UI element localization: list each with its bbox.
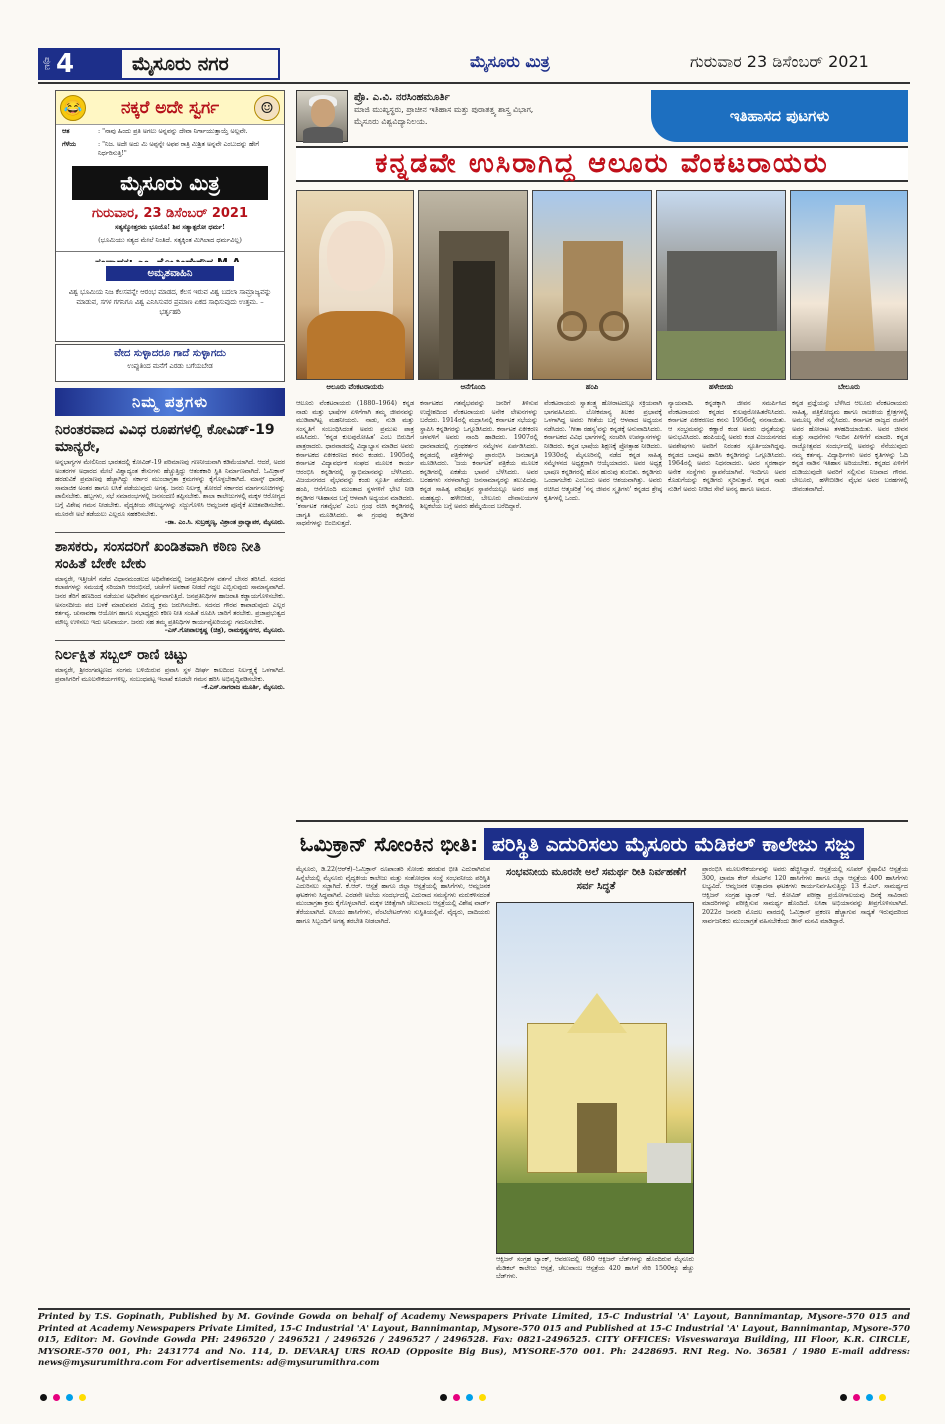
joke-speaker: ಆತ [62,128,70,135]
divider [55,532,285,533]
amrutha-title: ಅಮೃತವಾಹಿನಿ [106,266,234,281]
joke-text: : "ನಾವು ಹಿಂದು ಪ್ರತಿ ಅಗಲು ಅನ್ನವನ್ನು ದೇವಾ ನಿರ್ಗಾಯುತ್ತಾಯ್ತೆ ಅಲ್ಲವೇ. [98,128,248,135]
photo-hampi [532,190,652,380]
paper-masthead: ಮೈಸೂರು ಮಿತ್ರ [470,52,550,71]
motto: ಸತ್ಯಸ್ಮೋತ್ತರಮ ಭೂಯೊ! ಶಿವ ಸತ್ಯಾತ್ಪರೋ ಧರ್ಮ! [115,223,225,231]
page-number: 4 [56,49,75,79]
registration-dots-center [440,1394,486,1401]
header-rule [38,82,910,84]
cartoon-icon: ☺ [254,95,280,121]
author-designation: ಮಾಜಿ ಮುಖ್ಯಸ್ಥರು, ಪ್ರಾಚೀನ ಇತಿಹಾಸ ಮತ್ತು ಪುರಾತತ್ತ್ವ ಶಾಸ್ತ್ರ ವಿಭಾಗ, [354,105,534,114]
photo-medical-college [496,902,694,1254]
feature-column-3: ವೆಂಕಟರಾಯರು ಸ್ವಾತಂತ್ರ್ಯ ಹೋರಾಟದಲ್ಲೂ ಸಕ್ರಿಯವಾಗಿ ಭಾಗವಹಿಸಿದರು. ಲೋಕಮಾನ್ಯ ತಿಲಕರ ಪ್ರಭಾವಕ್ಕೆ ಒಳಗಾಗಿದ್ದ ಅವರು ಗೀತೆಯ ಬಗ್ಗೆ ಆಳವಾದ ಅಧ್ಯಯನ ನಡೆಸಿದರು. 'ಗೀತಾ ರಹಸ್ಯ'ವನ್ನು ಕನ್ನಡಕ್ಕೆ ಅನುವಾದಿಸಿದರು. ಕರ್ನಾಟಕದ ವಿವಿಧ ಭಾಗಗಳಲ್ಲಿ ಸಂಚರಿಸಿ ಉಪನ್ಯಾಸಗಳನ್ನು ನೀಡಿದರು. ಕನ್ನಡ ಭಾಷೆಯ ಶಿಕ್ಷಣಕ್ಕೆ ಪ್ರೋತ್ಸಾಹ ನೀಡಿದರು. 1930ರಲ್ಲಿ ಮೈಸೂರಿನಲ್ಲಿ ನಡೆದ ಕನ್ನಡ ಸಾಹಿತ್ಯ ಸಮ್ಮೇಳನದ ಅಧ್ಯಕ್ಷರಾಗಿ ಆಯ್ಕೆಯಾದರು. ಅವರ ಅಧ್ಯಕ್ಷ ಭಾಷಣ ಕನ್ನಡಿಗರಲ್ಲಿ ಹೊಸ ಹುರುಪು ತುಂಬಿತು. ಕನ್ನಡಿಗರು ಒಂದಾಗಬೇಕು ಎಂಬುದು ಅವರ ಆಶಯವಾಗಿತ್ತು. ಅವರು ರಚಿಸಿದ ಆತ್ಮಚರಿತ್ರೆ 'ನನ್ನ ಜೀವನ ಸ್ಮೃತಿಗಳು' ಕನ್ನಡದ ಶ್ರೇಷ್ಠ ಕೃತಿಗಳಲ್ಲಿ ಒಂದು. [544,400,662,502]
color-dot [866,1394,873,1401]
color-dot [479,1394,486,1401]
imprint-footer: Printed by T.S. Gopinath, Published by M. Govinde Gowda on behalf of Academy Newspapers Private Limited, 15-C Industrial 'A' Layout, Bannimantap, Mysore-570 015 and Printed at Academy Newspapers Private Limited, 15-C Industrial 'A' Layout, Bannimantap, Mysore-570 015 and Published at 15-C Industrial 'A' Layout, Bannimantap, Mysore-570 015, Editor: M. Govinde Gowda PH: 2496520 / 2496521 / 2496526 / 2496527 / 2496528. Fax: 0821-2496525. CITY OFFICES: Visveswaraya Building, III Floor, K.R. CIRCLE, MYSORE-570 001, Ph: 2431774 and No. 114, D. DEVARAJ URS ROAD (Opposite Big Bus), MYSORE-570 001. Ph: 2428695. RNI Reg. No. 36581 / 1980 E-mail address: news@mysurumithra.com For advertisements: ad@mysurumithra.com [38,1308,910,1380]
photo-venkataraya [296,190,414,380]
omicron-column-1: ಮೈಸೂರು, ಡಿ.22(ಆರ್‌ಕೆ)–ಓಮಿಕ್ರಾನ್ ರೂಪಾಂತರಿ ಸೋಂಕು ಹರಡುವ ಭೀತಿ ಎದುರಾಗಿರುವ ಹಿನ್ನೆಲೆಯಲ್ಲಿ ಮೈಸೂರು ವೈದ್ಯಕೀಯ ಕಾಲೇಜು ಮತ್ತು ಸಂಶೋಧನಾ ಸಂಸ್ಥೆ ಸಂಭವನೀಯ ಪರಿಸ್ಥಿತಿ ಎದುರಿಸಲು ಸಜ್ಜಾಗಿದೆ. ಕೆ.ಆರ್. ಆಸ್ಪತ್ರೆ ಹಾಗೂ ಜಿಲ್ಲಾ ಆಸ್ಪತ್ರೆಯಲ್ಲಿ ಹಾಸಿಗೆಗಳು, ಆಮ್ಲಜನಕ ಘಟಕಗಳು ಸಿದ್ಧವಾಗಿವೆ. ಎರಡನೇ ಅಲೆಯ ಸಂದರ್ಭದಲ್ಲಿ ಎದುರಾದ ಸಮಸ್ಯೆಗಳು ಮರುಕಳಿಸದಂತೆ ಮುಂಜಾಗ್ರತಾ ಕ್ರಮ ಕೈಗೊಳ್ಳಲಾಗಿದೆ. ಮಕ್ಕಳ ಚಿಕಿತ್ಸೆಗಾಗಿ ಚೆಲುವಾಂಬ ಆಸ್ಪತ್ರೆಯಲ್ಲಿ ವಿಶೇಷ ವಾರ್ಡ್ ತೆರೆಯಲಾಗಿದೆ. ಐಸಿಯು ಹಾಸಿಗೆಗಳು, ವೆಂಟಿಲೇಟರ್‌ಗಳು ಸುಸ್ಥಿತಿಯಲ್ಲಿವೆ. ವೈದ್ಯರು, ದಾದಿಯರು ಹಾಗೂ ಸಿಬ್ಬಂದಿಗೆ ಅಗತ್ಯ ತರಬೇತಿ ನೀಡಲಾಗಿದೆ. [296,866,490,925]
letter-3-title: ನಿರ್ಲಕ್ಷಿತ ಸಬ್ಬಲ್ ರಾಣಿ ಚಿಟ್ಟು [55,646,189,663]
omicron-column-3: ಪ್ರಾರಂಭಿಸಿ ಮೂಲಸೌಕರ್ಯವನ್ನು ಅವರು ಹೆಚ್ಚಿಸಿದ್ದಾರೆ. ಆಸ್ಪತ್ರೆಯಲ್ಲಿ ಸೂಪರ್ ಸ್ಪೆಷಾಲಿಟಿ ಆಸ್ಪತ್ರೆಯ 300, ಟ್ರಾಮಾ ಕೇರ್ ಸೆಂಟರ್‌ನ 120 ಹಾಸಿಗೆಗಳು ಹಾಗೂ ಜಿಲ್ಲಾ ಆಸ್ಪತ್ರೆಯ 400 ಹಾಸಿಗೆಗಳು ಲಭ್ಯವಿದೆ. ಆಮ್ಲಜನಕ ಉತ್ಪಾದನಾ ಘಟಕಗಳು ಕಾರ್ಯನಿರ್ವಹಿಸುತ್ತಿದ್ದು 13 ಕೆ.ಎಲ್. ಸಾಮರ್ಥ್ಯದ ಆಕ್ಸಿಜನ್ ಸಂಗ್ರಹ ಟ್ಯಾಂಕ್ ಇದೆ. ಕೋವಿಡ್ ಪರೀಕ್ಷಾ ಪ್ರಯೋಗಾಲಯವು ದಿನಕ್ಕೆ ಸಾವಿರಾರು ಮಾದರಿಗಳನ್ನು ಪರೀಕ್ಷಿಸುವ ಸಾಮರ್ಥ್ಯ ಹೊಂದಿದೆ. ಲಸಿಕಾ ಅಭಿಯಾನವನ್ನು ತೀವ್ರಗೊಳಿಸಲಾಗಿದೆ. 2022ರ ಜನವರಿ ಮೊದಲ ವಾರದಲ್ಲಿ ಓಮಿಕ್ರಾನ್ ಪ್ರಕರಣ ಹೆಚ್ಚಾಗುವ ಸಾಧ್ಯತೆ ಇರುವುದರಿಂದ ಸಾರ್ವಜನಿಕರು ಮುಂಜಾಗ್ರತೆ ವಹಿಸಬೇಕೆಂದು ಡೀನ್ ಮನವಿ ಮಾಡಿದ್ದಾರೆ. [702,866,908,925]
amrutha-vahini-box [55,262,285,342]
proverb-box [55,344,285,382]
photo-belur [790,190,908,380]
mysuru-mithra-logo: ಮೈಸೂರು ಮಿತ್ರ [72,166,268,200]
feature-column-4: ನ್ಯಾಯವಾದಿ. ಕನ್ನಡಕ್ಕಾಗಿ ಜೀವನ ಸಮರ್ಪಿಸಿದ ವೆಂಕಟರಾಯರು ಕನ್ನಡದ ಕುಲಪುರೋಹಿತರೆನಿಸಿದರು. ಕರ್ನಾಟಕ ಏಕೀಕರಣದ ಕನಸು 1956ರಲ್ಲಿ ನನಸಾಯಿತು. ಆ ಸಂಭ್ರಮವನ್ನು ಕಣ್ಣಾರೆ ಕಂಡ ಅವರು ಧನ್ಯತೆಯನ್ನು ಅನುಭವಿಸಿದರು. ಹಂಪಿಯಲ್ಲಿ ಅವರು ಕಂಡ ವಿಜಯನಗರದ ಅವಶೇಷಗಳು ಅವರಿಗೆ ನಿರಂತರ ಸ್ಫೂರ್ತಿಯಾಗಿದ್ದವು. ಕನ್ನಡದ ಬಾವುಟ ಹಾರಿಸಿ ಕನ್ನಡಿಗರನ್ನು ಒಗ್ಗೂಡಿಸಿದರು. 1964ರಲ್ಲಿ ಅವರು ನಿಧನರಾದರು. ಅವರ ಸ್ಮರಣಾರ್ಥ ಅನೇಕ ಸಂಸ್ಥೆಗಳು ಸ್ಥಾಪನೆಯಾಗಿವೆ. ಇಂದಿಗೂ ಅವರ ಕೊಡುಗೆಯನ್ನು ಕನ್ನಡಿಗರು ಸ್ಮರಿಸುತ್ತಾರೆ. ಕನ್ನಡ ನಾಡು ನುಡಿಗೆ ಅವರು ನೀಡಿದ ಸೇವೆ ಅನನ್ಯ ಹಾಗೂ ಅಮರ. [668,400,786,493]
color-dot [53,1394,60,1401]
color-dot [79,1394,86,1401]
color-dot [840,1394,847,1401]
page-label: ಪುಟ [42,57,52,71]
joke-text: : "ನಿಜ. ಅದೇ ಅದು ಮಿ ಅಪ್ಪನ್ನೇ ಅಫಪ ರಾತ್ರಿ ಮಿಶ್ರಿತ ಅನ್ನವೇ ಎಂಬುದನ್ನು ಹೇಗೆ ನಿರ್ಧರಿಸುತ್ತಿ!" [98,141,260,157]
laughing-face-icon: 😂 [60,95,86,121]
joke-line [56,125,284,138]
author-photo [296,90,348,142]
author-name: ಪ್ರೊ. ಎ.ವಿ. ನರಸಿಂಹಮೂರ್ತಿ [354,92,450,103]
letters-banner: ನಿಮ್ಮ ಪತ್ರಗಳು [55,388,285,416]
author-info [354,92,644,128]
headline-lead: ಓಮಿಕ್ರಾನ್ ಸೋಂಕಿನ ಭೀತಿ: [300,832,479,856]
color-dot [40,1394,47,1401]
caption-belur: ಬೇಲೂರು [837,382,860,391]
registration-dots-right [840,1394,886,1401]
letter-2-signature: –ಎಸ್.ಗೋಪಾಲಕೃಷ್ಣ (ಚಿತ್ರ), ರಾಮಕೃಷ್ಣನಗರ, ಮೈಸೂರು. [164,627,285,635]
headline-main: ಪರಿಸ್ಥಿತಿ ಎದುರಿಸಲು ಮೈಸೂರು ಮೆಡಿಕಲ್ ಕಾಲೇಜು ಸಜ್ಜು [484,828,864,860]
color-dot [440,1394,447,1401]
author-university: ಮೈಸೂರು ವಿಶ್ವವಿದ್ಯಾನಿಲಯ. [354,117,428,126]
proverb-title: ವೇದ ಸುಳ್ಳಾದರೂ ಗಾದೆ ಸುಳ್ಳಾಗದು [114,348,226,359]
section-name: ಮೈಸೂರು ನಗರ [122,48,280,80]
registration-dots-left [40,1394,86,1401]
feature-column-5: ಕನ್ನಡ ಪ್ರಜ್ಞೆಯನ್ನು ಬೆಳೆಸಿದ ಆಲೂರು ವೆಂಕಟರಾಯರು ಸಾಹಿತ್ಯ, ಪತ್ರಿಕೋದ್ಯಮ ಹಾಗೂ ರಾಜಕೀಯ ಕ್ಷೇತ್ರಗಳಲ್ಲಿ ಅಮೂಲ್ಯ ಸೇವೆ ಸಲ್ಲಿಸಿದರು. ಕರ್ನಾಟಕ ರಾಜ್ಯದ ರಚನೆಗೆ ಅವರ ಹೋರಾಟ ತಳಹದಿಯಾಯಿತು. ಅವರ ಜೀವನ ಮತ್ತು ಸಾಧನೆಗಳು ಇಂದಿನ ಪೀಳಿಗೆಗೆ ಮಾದರಿ. ಕನ್ನಡ ರಾಜ್ಯೋತ್ಸವದ ಸಂದರ್ಭದಲ್ಲಿ ಅವರನ್ನು ನೆನೆಯುವುದು ನಮ್ಮ ಕರ್ತವ್ಯ. ವಿದ್ಯಾರ್ಥಿಗಳು ಅವರ ಕೃತಿಗಳನ್ನು ಓದಿ ಕನ್ನಡ ನಾಡಿನ ಇತಿಹಾಸ ಅರಿಯಬೇಕು. ಕನ್ನಡದ ಏಳಿಗೆಗೆ ದುಡಿಯುವುದೇ ಅವರಿಗೆ ಸಲ್ಲಿಸುವ ನಿಜವಾದ ಗೌರವ. ಬೇಲೂರು, ಹಳೇಬೀಡಿನ ವೈಭವ ಅವರ ಬರಹಗಳಲ್ಲಿ ಜೀವಂತವಾಗಿದೆ. [792,400,908,493]
nakkare-title: ನಕ್ಕರೆ ಅದೇ ಸ್ವರ್ಗ [120,97,220,118]
joke-line [56,138,284,160]
photo-anegondi [418,190,528,380]
omicron-subheadline: ಸಂಭವನೀಯ ಮೂರನೇ ಅಲೆ ಸಮರ್ಥ ರೀತಿ ನಿರ್ವಹಣೆಗೆ ಸರ್ವ ಸಿದ್ಧತೆ [505,867,687,892]
color-dot [879,1394,886,1401]
feature-headline: ಕನ್ನಡವೇ ಉಸಿರಾಗಿದ್ದ ಆಲೂರು ವೆಂಕಟರಾಯರು [296,146,908,182]
color-dot [466,1394,473,1401]
caption-hampi: ಹಂಪಿ [585,382,599,391]
feature-column-1: ಆಲೂರು ವೆಂಕಟರಾಯರು (1880–1964) ಕನ್ನಡ ನಾಡು ಮತ್ತು ಭಾಷೆಗಳ ಏಳಿಗೆಗಾಗಿ ತಮ್ಮ ಜೀವನವನ್ನು ಮುಡಿಪಾಗಿಟ್ಟ ಮಹನೀಯರು. ನಾಡು, ನುಡಿ ಮತ್ತು ಸಂಸ್ಕೃತಿಗೆ ಸಂಬಂಧಿಸಿದಂತೆ ಅವರು ಪ್ರಮುಖ ಪಾತ್ರ ವಹಿಸಿದರು. 'ಕನ್ನಡ ಕುಲಪುರೋಹಿತ' ಎಂಬ ಬಿರುದಿಗೆ ಪಾತ್ರರಾದರು. ಧಾರವಾಡದಲ್ಲಿ ವಿದ್ಯಾಭ್ಯಾಸ ಮಾಡಿದ ಅವರು ಕರ್ನಾಟಕದ ಏಕೀಕರಣದ ಕನಸು ಕಂಡರು. 1905ರಲ್ಲಿ ಕರ್ನಾಟಕ ವಿದ್ಯಾವರ್ಧಕ ಸಂಘದ ಮೂಲಕ ಕಾರ್ಯ ಆರಂಭಿಸಿ ಕನ್ನಡಿಗರಲ್ಲಿ ಸ್ವಾಭಿಮಾನವನ್ನು ಬೆಳೆಸಿದರು. ವಿಜಯನಗರದ ವೈಭವವನ್ನು ಕಂಡು ಸ್ಫೂರ್ತಿ ಪಡೆದರು. ಹಂಪಿ, ಆನೆಗೊಂದಿ ಮುಂತಾದ ಸ್ಥಳಗಳಿಗೆ ಭೇಟಿ ನೀಡಿ ಕನ್ನಡಿಗರ ಇತಿಹಾಸದ ಬಗ್ಗೆ ಆಳವಾಗಿ ಅಧ್ಯಯನ ಮಾಡಿದರು. 'ಕರ್ನಾಟಕ ಗತವೈಭವ' ಎಂಬ ಗ್ರಂಥ ರಚಿಸಿ ಕನ್ನಡಿಗರಲ್ಲಿ ಜಾಗೃತಿ ಮೂಡಿಸಿದರು. ಈ ಗ್ರಂಥವು ಕನ್ನಡಿಗರ ಸಾಧನೆಗಳನ್ನು ಬಿಂಬಿಸುತ್ತದೆ. [296,400,414,528]
series-banner: ಇತಿಹಾಸದ ಪುಟಗಳು [651,90,908,142]
letter-1-signature: –ಡಾ. ಎಂ.ಸಿ. ಸುಬ್ರಹ್ಮಣ್ಯ, ವಿಶ್ರಾಂತ ಪ್ರಾಧ್ಯಾಪಕ, ಮೈಸೂರು. [164,519,285,527]
issue-date: ಗುರುವಾರ 23 ಡಿಸೆಂಬರ್ 2021 [690,52,869,71]
caption-halebidu: ಹಳೇಬೀಡು [708,382,734,391]
proverb-text: ಉಪ್ಪುತಿಂದ ಮನೆಗೆ ಎರಡು ಬಗೆಯಬೇಡ [127,362,213,370]
caption-anegondi: ಆನೆಗೊಂದಿ [460,382,486,391]
page-number-box [38,48,122,80]
feature-column-2: ಕರ್ನಾಟಕದ ಗತವೈಭವವನ್ನು ಜನರಿಗೆ ತಿಳಿಸುವ ಉದ್ದೇಶದಿಂದ ವೆಂಕಟರಾಯರು ಅನೇಕ ಲೇಖನಗಳನ್ನು ಬರೆದರು. 1914ರಲ್ಲಿ ಮದ್ರಾಸಿನಲ್ಲಿ ಕರ್ನಾಟಕ ಸಭೆಯನ್ನು ಸ್ಥಾಪಿಸಿ ಕನ್ನಡಿಗರನ್ನು ಒಗ್ಗೂಡಿಸಿದರು. ಕರ್ನಾಟಕ ಏಕೀಕರಣ ಚಳವಳಿಗೆ ಅವರು ನಾಂದಿ ಹಾಡಿದರು. 1907ರಲ್ಲಿ ಧಾರವಾಡದಲ್ಲಿ ಗ್ರಂಥಕರ್ತರ ಸಮ್ಮೇಳನ ಏರ್ಪಡಿಸಿದರು. ಕನ್ನಡದಲ್ಲಿ ಪತ್ರಿಕೆಗಳನ್ನು ಪ್ರಾರಂಭಿಸಿ ಜನಜಾಗೃತಿ ಮೂಡಿಸಿದರು. 'ಜಯ ಕರ್ನಾಟಕ' ಪತ್ರಿಕೆಯ ಮೂಲಕ ಕನ್ನಡಿಗರಲ್ಲಿ ಏಕತೆಯ ಭಾವನೆ ಬೆಳೆಸಿದರು. ಅವರ ಬರಹಗಳು ಸರಳವಾಗಿದ್ದು ಜನಸಾಮಾನ್ಯರನ್ನು ತಲುಪಿದವು. ಕನ್ನಡ ಸಾಹಿತ್ಯ ಪರಿಷತ್ತಿನ ಸ್ಥಾಪನೆಯಲ್ಲೂ ಅವರ ಪಾತ್ರ ಮಹತ್ವದ್ದು. ಹಳೇಬೀಡು, ಬೇಲೂರು ದೇವಾಲಯಗಳ ಶಿಲ್ಪಕಲೆಯ ಬಗ್ಗೆ ಅವರು ಹೆಮ್ಮೆಯಿಂದ ಬರೆದಿದ್ದಾರೆ. [420,400,538,511]
motto-translation: (ಭೂಮಿಯು ಸತ್ಯದ ಮೇಲೆ ನಿಂತಿದೆ. ಸತ್ಯಕ್ಕಿಂತ ಮಿಗಿಲಾದ ಧರ್ಮವಿಲ್ಲ) [98,236,242,244]
letter-1-title: ನಿರಂತರವಾದ ವಿವಿಧ ರೂಪಗಳಲ್ಲಿ ಕೋವಿಡ್-19 ಮಾನ್ಯರೇ, [55,422,275,455]
omicron-headline [296,826,908,862]
letter-1-body: ಅನ್ನಭಾಗ್ಯಗಳ ಮೇಲಿನಿಂದ ಭಾರತದಲ್ಲಿ ಕೋವಿಡ್-19 ಪರಿಮಾಣವು ಗಣನೀಯವಾಗಿ ಕಡಿಮೆಯಾಗಿದೆ. ಆದರೆ, ಅದರ ಅಂತರಗಳ ಅಧಾರದ ಮೇಲೆ ವಿಶ್ವಾದ್ಯಂತ ಕೇಸುಗಳು ಹೆಚ್ಚುತ್ತಿದ್ದು ಆತಂಕಕಾರಿ ಸ್ಥಿತಿ ನಿರ್ಮಾಣವಾಗಿದೆ. ಓಮಿಕ್ರಾನ್ ಹರಡುವಿಕೆ ಪ್ರಮಾಣವು ಹೆಚ್ಚಾಗಿದ್ದು ಸರ್ಕಾರ ಮುಂಜಾಗ್ರತಾ ಕ್ರಮಗಳನ್ನು ಕೈಗೊಳ್ಳಬೇಕಾಗಿದೆ. ಮಾಸ್ಕ್ ಧಾರಣೆ, ಸಾಮಾಜಿಕ ಅಂತರ ಹಾಗೂ ಲಸಿಕೆ ಪಡೆಯುವುದು ಅಗತ್ಯ. ಜನರು ನಿರ್ಲಕ್ಷ್ಯ ತೋರದೆ ಸರ್ಕಾರದ ಮಾರ್ಗಸೂಚಿಗಳನ್ನು ಪಾಲಿಸಬೇಕು. ಹಬ್ಬಗಳು, ಸಭೆ ಸಮಾರಂಭಗಳಲ್ಲಿ ಜನಸಂದಣಿ ತಪ್ಪಿಸಬೇಕು. ಶಾಲಾ ಕಾಲೇಜುಗಳಲ್ಲಿ ಮಕ್ಕಳ ಆರೋಗ್ಯದ ಬಗ್ಗೆ ವಿಶೇಷ ಗಮನ ನೀಡಬೇಕು. ವೈದ್ಯಕೀಯ ಸೌಲಭ್ಯಗಳನ್ನು ಸಜ್ಜುಗೊಳಿಸಿ ಆಮ್ಲಜನಕ ಪೂರೈಕೆ ಖಚಿತಪಡಿಸಬೇಕು. ಮೂರನೇ ಅಲೆ ತಡೆಯಲು ಎಲ್ಲರೂ ಸಹಕರಿಸಬೇಕು. [55,459,285,518]
caption-venkataraya: ಆಲೂರು ವೆಂಕಟರಾಯರು [326,382,384,391]
joke-speaker: ಗೆಳೆಯ [62,141,76,148]
photo-caption: ಆಕ್ಸಿಜನ್ ಸಂಗ್ರಹ ಟ್ಯಾಂಕ್, ಆವರಣದಲ್ಲಿ 680 ಆಕ್ಸಿಜನ್ ಬೆಡ್‌ಗಳನ್ನು ಹೊಂದಿರುವ ಮೈಸೂರು ಮೆಡಿಕಲ್ ಕಾಲೇಜು ಆಸ್ಪತ್ರೆ, ಚೆಲುವಾಂಬ ಆಸ್ಪತ್ರೆಯ 420 ಹಾಸಿಗೆ ಸೇರಿ 1500ಕ್ಕೂ ಹೆಚ್ಚು ಬೆಡ್‌ಗಳು. [496,1256,694,1280]
feature-article [296,90,908,815]
nakkare-header [56,91,284,125]
color-dot [66,1394,73,1401]
page-header [0,0,945,84]
letter-3-body: ಮಾನ್ಯರೇ, ಶ್ರೀರಂಗಪಟ್ಟಣದ ಸಂಗಮ ಬಳಿಯಿರುವ ಪ್ರವಾಸಿ ಸ್ಥಳ ದೀರ್ಘ ಕಾಲದಿಂದ ನಿರ್ಲಕ್ಷ್ಯಕ್ಕೆ ಒಳಗಾಗಿದೆ. ಪ್ರವಾಸಿಗರಿಗೆ ಮೂಲಸೌಕರ್ಯಗಳಿಲ್ಲ. ಸಂಬಂಧಪಟ್ಟ ಇಲಾಖೆ ಕೂಡಲೇ ಗಮನ ಹರಿಸಿ ಅಭಿವೃದ್ಧಿಪಡಿಸಬೇಕು. [55,666,285,683]
letter-2-title: ಶಾಸಕರು, ಸಂಸದರಿಗೆ ಖಂಡಿತವಾಗಿ ಕಠಿಣ ನೀತಿ ಸಂಹಿತೆ ಬೇಕೇ ಬೇಕು [55,538,261,572]
letter-2-body: ಮಾನ್ಯರೇ, ಇತ್ತೀಚೆಗೆ ನಡೆದ ವಿಧಾನಮಂಡಲದ ಅಧಿವೇಶನದಲ್ಲಿ ಜನಪ್ರತಿನಿಧಿಗಳ ವರ್ತನೆ ಬೇಸರ ತರಿಸಿದೆ. ಸದನದ ಕಲಾಪಗಳನ್ನು ಸಮಯಕ್ಕೆ ಸರಿಯಾಗಿ ಆರಂಭಿಸದೆ, ಚರ್ಚೆಗೆ ಅವಕಾಶ ನೀಡದೆ ಗದ್ದಲ ಎಬ್ಬಿಸುವುದು ಸಾಮಾನ್ಯವಾಗಿದೆ. ಜನರ ತೆರಿಗೆ ಹಣದಿಂದ ನಡೆಯುವ ಅಧಿವೇಶನ ವ್ಯರ್ಥವಾಗುತ್ತಿದೆ. ಜನಪ್ರತಿನಿಧಿಗಳ ಹಾಜರಾತಿ ಕಡ್ಡಾಯಗೊಳಿಸಬೇಕು. ಅಸಂಸದೀಯ ಪದ ಬಳಕೆ ಮಾಡುವವರ ವಿರುದ್ಧ ಕ್ರಮ ಜರುಗಿಸಬೇಕು. ಸದನದ ಗೌರವ ಕಾಪಾಡುವುದು ಎಲ್ಲರ ಕರ್ತವ್ಯ. ಚುನಾವಣಾ ಆಯೋಗ ಹಾಗೂ ಸಭಾಧ್ಯಕ್ಷರು ಕಠಿಣ ನೀತಿ ಸಂಹಿತೆ ರೂಪಿಸಿ ಜಾರಿಗೆ ತರಬೇಕು. ಪ್ರಜಾಪ್ರಭುತ್ವದ ಮೌಲ್ಯ ಉಳಿಸಲು ಇದು ಅನಿವಾರ್ಯ. ಜನರು ಸಹ ತಮ್ಮ ಪ್ರತಿನಿಧಿಗಳ ಕಾರ್ಯವೈಖರಿಯನ್ನು ಗಮನಿಸಬೇಕು. [55,575,285,626]
letter-3-signature: –ಕೆ.ಎಸ್.ನಾಗರಾಜ ಮೂರ್ತಿ, ಮೈಸೂರು. [201,684,285,692]
divider [55,640,285,641]
omicron-article [296,820,908,1305]
amrutha-body: ವಿಶ್ವ ಭೂಮಿಯ ನಿಜ ಕೆಲಸವನ್ನೇ ಆರಂಭ ಮಾಡದ, ಕೆಲಸ ಇರುವ ವಿಶ್ವ ಬದಲಾ ಸಾಮ್ರಾಜ್ಯವನ್ನು ಮಾಡುವ, ಸಗಳ ಗಗನಿಗೂ ವಿಶ್ವ ಎನಿಸಿಸುವರ ಪ್ರಮಾಣ ಏಕದ ಸಾಧಿಸುವುದು ಉತ್ತಮ. –ಭರ್ತೃಹರಿ [68,288,272,316]
letters-column [55,388,285,1308]
color-dot [453,1394,460,1401]
photo-halebidu [656,190,786,380]
edition-date: ಗುರುವಾರ, 23 ಡಿಸೆಂಬರ್ 2021 [91,206,249,221]
color-dot [853,1394,860,1401]
